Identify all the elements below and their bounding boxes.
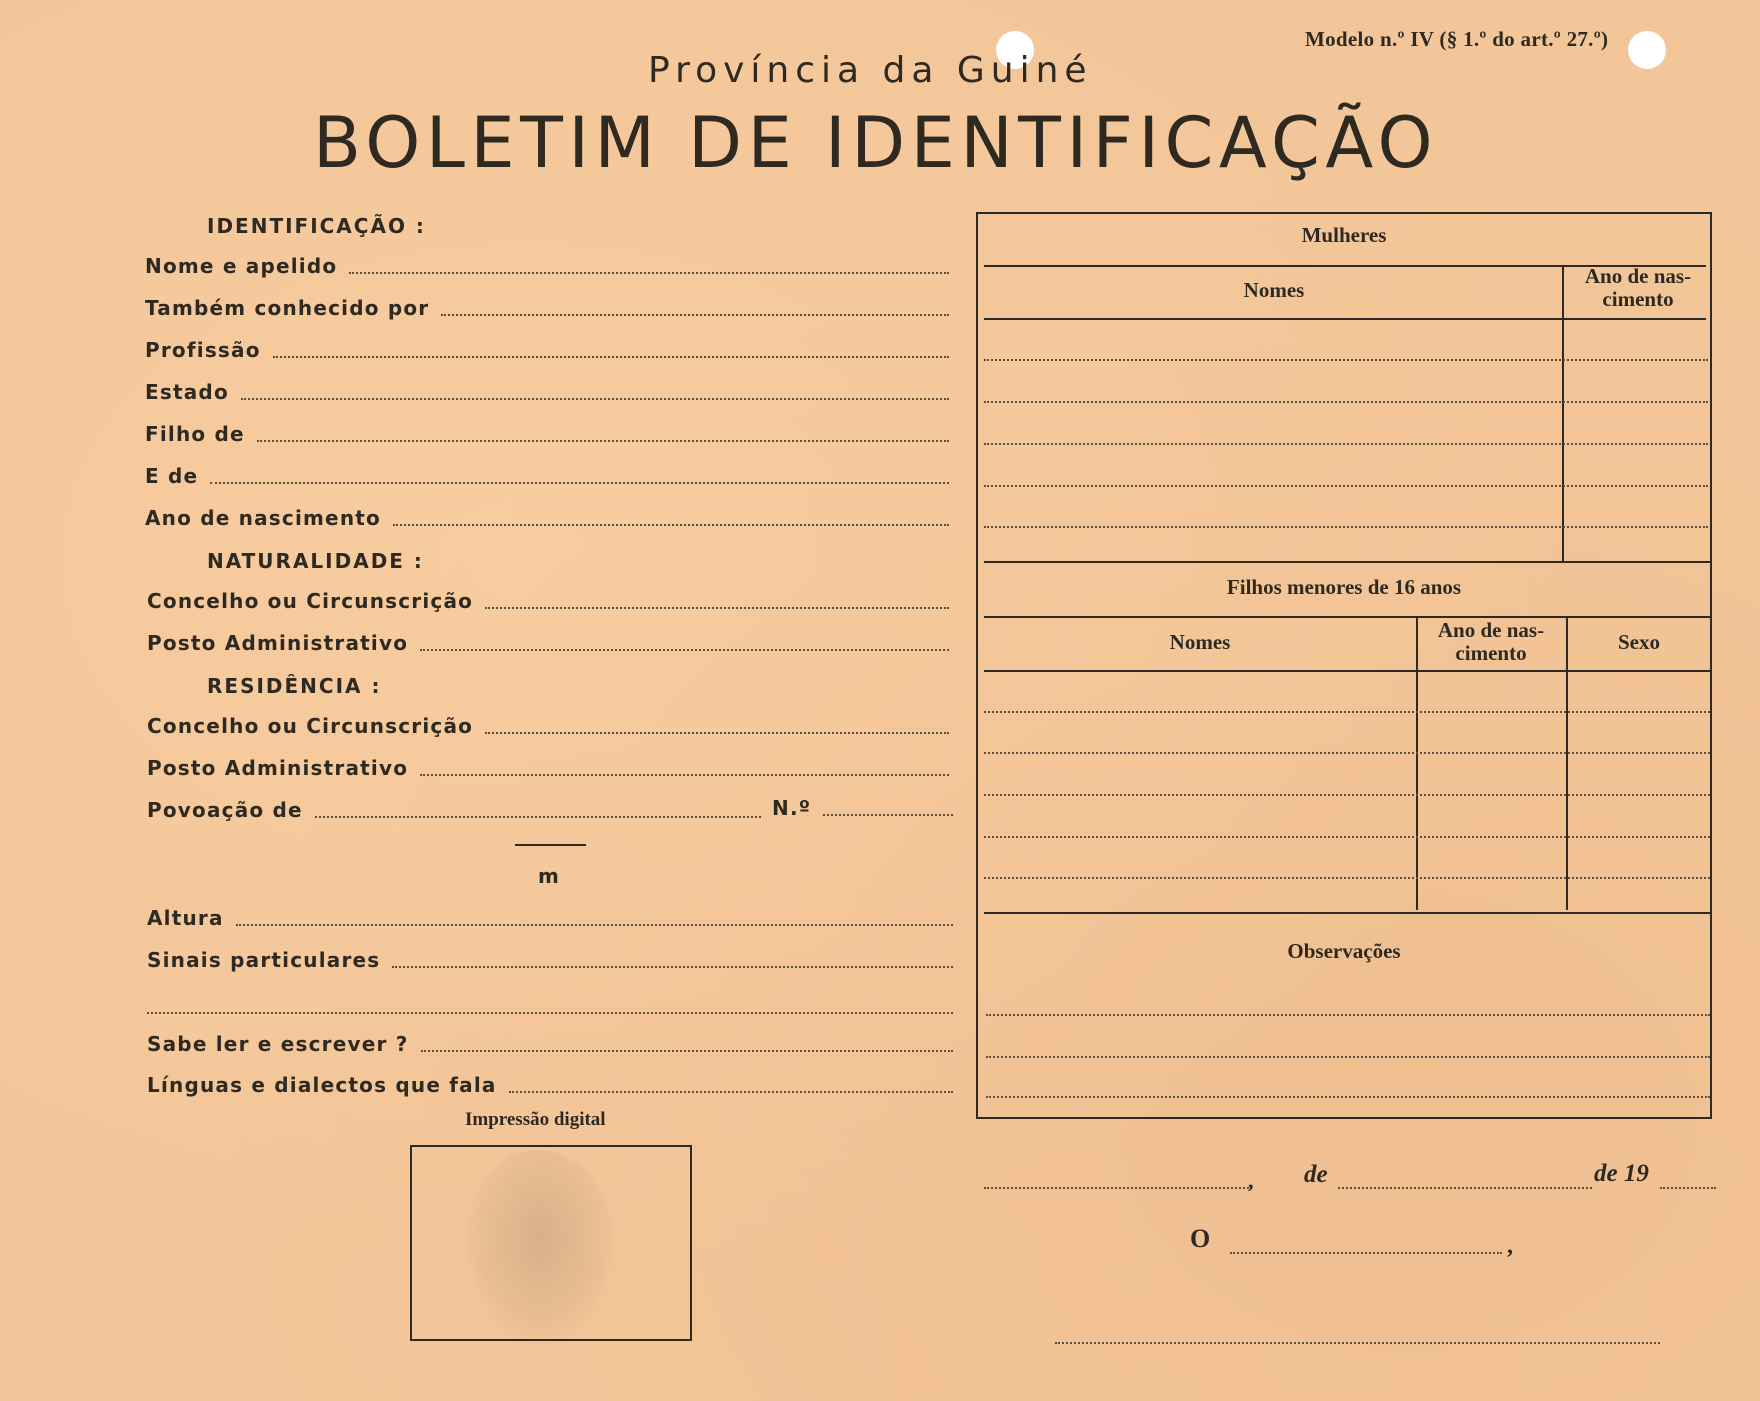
field-nome-apelido[interactable]	[145, 254, 949, 278]
field-label: Altura	[147, 906, 224, 930]
date-place-field[interactable]	[984, 1187, 1252, 1189]
field-e-de[interactable]	[145, 464, 949, 488]
filhos-row[interactable]	[984, 836, 1710, 838]
mulheres-col-names: Nomes	[1243, 278, 1305, 302]
signature-comma: ,	[1507, 1233, 1513, 1259]
height-fraction-line	[515, 844, 586, 846]
field-linguas[interactable]	[147, 1073, 953, 1097]
col-year-line1: Ano de nas-	[1437, 618, 1545, 642]
field-label: Sabe ler e escrever ?	[147, 1032, 409, 1056]
family-table	[976, 212, 1712, 1119]
field-label: N.º	[772, 796, 812, 820]
unit-meters: m	[538, 864, 559, 888]
observacoes-line[interactable]	[986, 1014, 1710, 1016]
date-de-label: de	[1304, 1161, 1328, 1188]
field-tambem-conhecido[interactable]	[145, 296, 949, 320]
col-year-line2: cimento	[1602, 287, 1674, 311]
field-numero[interactable]	[772, 796, 953, 820]
field-label: E de	[145, 464, 199, 488]
mulheres-col-year	[1563, 265, 1713, 311]
field-label: Posto Administrativo	[147, 631, 409, 655]
field-label: Também conhecido por	[145, 296, 430, 320]
date-year-field[interactable]	[1660, 1187, 1716, 1189]
field-label: Ano de nascimento	[145, 506, 381, 530]
signature-o-label: O	[1190, 1224, 1211, 1253]
field-label: Profissão	[145, 338, 261, 362]
filhos-col-names: Nomes	[1169, 630, 1231, 654]
filhos-title: Filhos menores de 16 anos	[1226, 575, 1462, 599]
heading-identificacao: IDENTIFICAÇÃO :	[207, 214, 426, 238]
field-label: Filho de	[145, 422, 245, 446]
field-res-posto[interactable]	[147, 756, 949, 780]
rule	[984, 616, 1710, 618]
rule	[984, 670, 1710, 672]
signature-line[interactable]	[1055, 1342, 1660, 1344]
field-label: Nome e apelido	[145, 254, 338, 278]
field-nat-concelho[interactable]	[147, 589, 949, 613]
filhos-row[interactable]	[984, 794, 1710, 796]
field-ano-nascimento[interactable]	[145, 506, 949, 530]
column-divider	[1416, 616, 1418, 910]
signature-title-field[interactable]	[1230, 1252, 1502, 1254]
filhos-row[interactable]	[984, 877, 1710, 879]
field-sinais[interactable]	[147, 948, 953, 972]
col-year-line1: Ano de nas-	[1584, 264, 1692, 288]
field-label: Concelho ou Circunscrição	[147, 714, 474, 738]
mulheres-title: Mulheres	[1301, 223, 1387, 247]
field-label: Concelho ou Circunscrição	[147, 589, 474, 613]
rule	[984, 912, 1712, 914]
field-altura[interactable]	[147, 906, 953, 930]
field-res-concelho[interactable]	[147, 714, 949, 738]
filhos-col-sex: Sexo	[1618, 630, 1660, 654]
mulheres-row[interactable]	[984, 359, 1708, 361]
field-label: Sinais particulares	[147, 948, 381, 972]
fingerprint-label: Impressão digital	[465, 1109, 606, 1130]
field-label: Línguas e dialectos que fala	[147, 1073, 497, 1097]
heading-naturalidade: NATURALIDADE :	[207, 549, 424, 573]
date-comma: ,	[1248, 1168, 1254, 1193]
field-filho-de[interactable]	[145, 422, 949, 446]
field-sabe-ler[interactable]	[147, 1032, 953, 1056]
col-year-line2: cimento	[1455, 641, 1527, 665]
column-divider	[1566, 616, 1568, 910]
date-year-label: de 19	[1594, 1160, 1649, 1187]
field-povoacao[interactable]	[147, 798, 761, 822]
field-nat-posto[interactable]	[147, 631, 949, 655]
punch-hole	[1628, 31, 1666, 69]
fingerprint-box[interactable]	[410, 1145, 692, 1341]
model-note: Modelo n.º IV (§ 1.º do art.º 27.º)	[1305, 27, 1609, 51]
mulheres-row[interactable]	[984, 485, 1708, 487]
mulheres-row[interactable]	[984, 443, 1708, 445]
field-label: Estado	[145, 380, 229, 404]
mulheres-row[interactable]	[984, 526, 1708, 528]
field-profissao[interactable]	[145, 338, 949, 362]
filhos-row[interactable]	[984, 752, 1710, 754]
heading-residencia: RESIDÊNCIA :	[207, 674, 382, 698]
field-estado[interactable]	[145, 380, 949, 404]
province-name: Província da Guiné	[648, 50, 1093, 91]
observacoes-title: Observações	[1287, 939, 1401, 963]
mulheres-row[interactable]	[984, 401, 1708, 403]
form-title: BOLETIM DE IDENTIFICAÇÃO	[313, 102, 1439, 184]
filhos-row[interactable]	[984, 711, 1710, 713]
observacoes-line[interactable]	[986, 1096, 1710, 1098]
rule	[984, 318, 1706, 320]
date-month-field[interactable]	[1338, 1187, 1592, 1189]
field-sinais-extra-line[interactable]	[147, 1012, 953, 1014]
filhos-col-year	[1416, 619, 1566, 665]
column-divider	[1562, 265, 1564, 561]
rule	[984, 561, 1712, 563]
observacoes-line[interactable]	[986, 1056, 1710, 1058]
field-label: Povoação de	[147, 798, 303, 822]
field-label: Posto Administrativo	[147, 756, 409, 780]
